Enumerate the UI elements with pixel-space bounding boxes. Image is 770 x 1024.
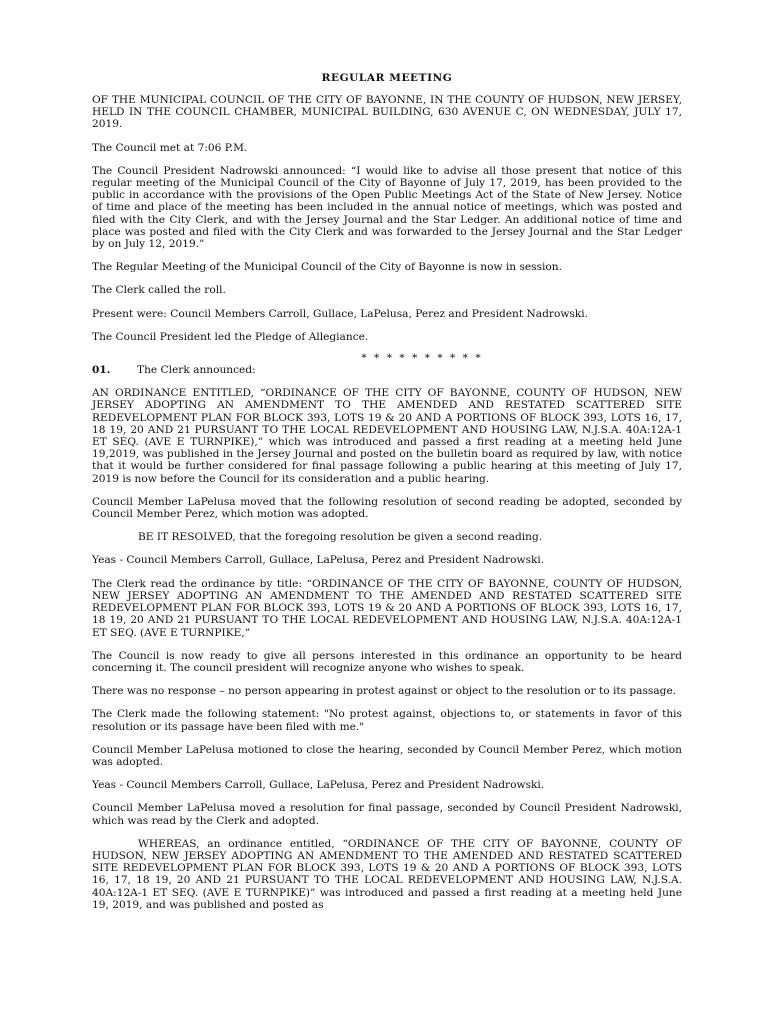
clerk-read-ordinance: The Clerk read the ordinance by title: “ORDINANCE OF THE CITY OF BAYONNE, COUNTY OF HUDSON, NEW JERSEY ADOPTING AN AMENDMENT TO THE AMENDED AND RESTATED SCATTERED SITE REDEVELOPMENT PLAN FOR BLOCK 393, LOTS 19 & 20 AND A PORTIONS OF BLOCK 393, LOTS 16, 17, 18 19, 20 AND 21 PURSUANT TO THE LOCAL REDEVELOPMENT AND HOUSING LAW, N.J.S.A. 40A:12A-1 ET SEQ. (AVE E TURNPIKE,” [92,577,682,639]
agenda-item-number: 01. [92,364,111,377]
pledge-statement: The Council President led the Pledge of Allegiance. [92,330,369,343]
document-title: REGULAR MEETING [321,72,453,84]
notice-announcement: The Council President Nadrowski announced: “I would like to advise all those present that notice of this regular meeting of the Municipal Council of the City of Bayonne of July 17, 2019, has been provided to the public in accordance with the provisions of the Open Public Meetings Act of the State of New Jersey. Notice of time and place of the meeting has been included in the annual notice of meetings, which was posted and filed with the City Clerk, and with the Jersey Journal and the Star Ledger. An additional notice of time and place was posted and filed with the City Clerk and was forwarded to the Jersey Journal and the Star Ledger by on July 12, 2019.” [92,164,682,251]
roll-call: The Clerk called the roll. [92,284,226,297]
public-hearing-statement: The Council is now ready to give all persons interested in this ordinance an opportunity to be heard concerning it. The council president will recognize anyone who wishes to speak. [92,649,682,674]
yeas-vote-2: Yeas - Council Members Carroll, Gullace, LaPelusa, Perez and President Nadrowski. [92,779,545,792]
meeting-intro: OF THE MUNICIPAL COUNCIL OF THE CITY OF BAYONNE, IN THE COUNTY OF HUDSON, NEW JERSEY, HELD IN THE COUNCIL CHAMBER, MUNICIPAL BUILDING, 630 AVENUE C, ON WEDNESDAY, JULY 17, 2019. [92,94,682,131]
final-passage-motion: Council Member LaPelusa moved a resolution for final passage, seconded by Council President Nadrowski, which was read by the Clerk and adopted. [92,802,682,827]
whereas-clause: WHEREAS, an ordinance entitled, “ORDINANCE OF THE CITY OF BAYONNE, COUNTY OF HUDSON, NEW JERSEY ADOPTING AN AMENDMENT TO THE AMENDED AND RESTATED SCATTERED SITE REDEVELOPMENT PLAN FOR BLOCK 393, LOTS 19 & 20 AND A PORTIONS OF BLOCK 393, LOTS 16, 17, 18 19, 20 AND 21 PURSUANT TO THE LOCAL REDEVELOPMENT AND HOUSING LAW, N.J.S.A. 40A:12A-1 ET SEQ. (AVE E TURNPIKE)” was introduced and passed a first reading at a meeting held June 19, 2019, and was published and posted as [92,837,682,911]
members-present: Present were: Council Members Carroll, Gullace, LaPelusa, Perez and President Nadrowski. [92,307,588,320]
agenda-item [92,364,682,376]
section-separator: * * * * * * * * * * [361,352,483,365]
meeting-time: The Council met at 7:06 P.M. [92,141,248,154]
close-hearing-motion: Council Member LaPelusa motioned to close the hearing, seconded by Council Member Perez, which motion was adopted. [92,743,682,768]
yeas-vote-1: Yeas - Council Members Carroll, Gullace, LaPelusa, Perez and President Nadrowski. [92,554,545,567]
ordinance-announcement: AN ORDINANCE ENTITLED, “ORDINANCE OF THE CITY OF BAYONNE, COUNTY OF HUDSON, NEW JERSEY ADOPTING AN AMENDMENT TO THE AMENDED AND RESTATED SCATTERED SITE REDEVELOPMENT PLAN FOR BLOCK 393, LOTS 19 & 20 AND A PORTIONS OF BLOCK 393, LOTS 16, 17, 18 19, 20 AND 21 PURSUANT TO THE LOCAL REDEVELOPMENT AND HOUSING LAW, N.J.S.A. 40A:12A-1 ET SEQ. (AVE E TURNPIKE),” which was introduced and passed a first reading at a meeting held June 19,2019, was published in the Jersey Journal and posted on the bulletin board as required by law, with notice that it would be further considered for final passage following a public hearing at this meeting of July 17, 2019 is now before the Council for its consideration and a public hearing. [92,387,682,485]
no-response-statement: There was no response – no person appearing in protest against or object to the resolution or to its passage. [92,685,677,698]
resolved-clause: BE IT RESOLVED, that the foregoing resolution be given a second reading. [138,531,543,544]
agenda-item-text: The Clerk announced: [137,364,256,377]
clerk-statement: The Clerk made the following statement: "No protest against, objections to, or statements in favor of this resolution or its passage have been filed with me." [92,708,682,733]
session-statement: The Regular Meeting of the Municipal Council of the City of Bayonne is now in session. [92,261,562,274]
second-reading-motion: Council Member LaPelusa moved that the following resolution of second reading be adopted, seconded by Council Member Perez, which motion was adopted. [92,495,682,521]
